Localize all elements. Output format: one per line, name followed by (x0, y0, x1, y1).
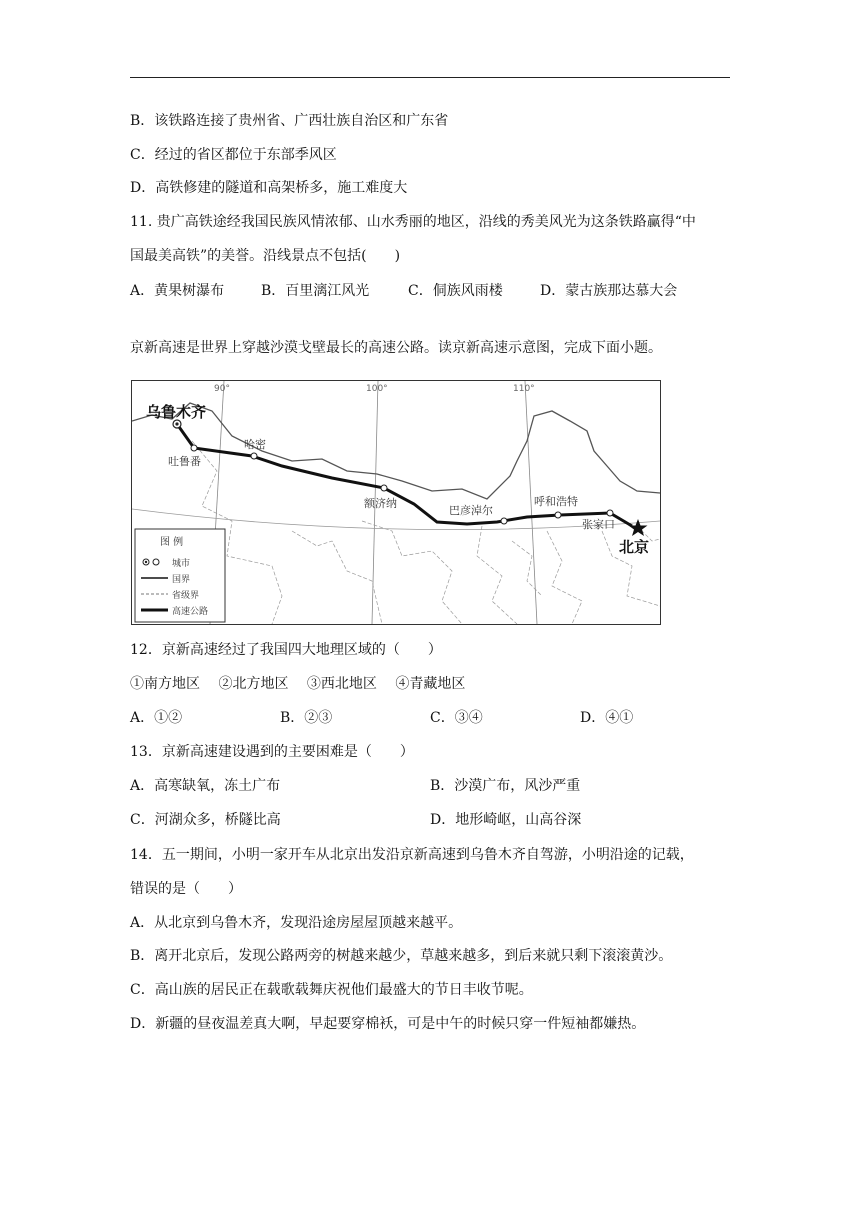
q11-stem-line1: 11. 贵广高铁途经我国民族风情浓郁、山水秀丽的地区，沿线的秀美风光为这条铁路赢得“中 (130, 214, 696, 230)
q14-option-a: A．从北京到乌鲁木齐，发现沿途房屋屋顶越来越平。 (130, 915, 463, 931)
latitude-line (132, 509, 660, 530)
q11-option-d: D．蒙古族那达慕大会 (540, 283, 678, 299)
q14-stem-line1: 14．五一期间，小明一家开车从北京出发沿京新高速到乌鲁木齐自驾游，小明沿途的记载， (130, 847, 694, 863)
map-intro: 京新高速是世界上穿越沙漠戈壁最长的高速公路。读京新高速示意图，完成下面小题。 (130, 340, 662, 356)
q12-option-b: B．②③ (280, 710, 333, 726)
city-label-hami: 哈密 (244, 438, 266, 451)
map-legend (135, 529, 225, 622)
city-marker-hohhot (555, 512, 561, 518)
header-rule (130, 77, 730, 78)
legend-title: 图 例 (160, 537, 184, 548)
city-label-turpan: 吐鲁番 (168, 455, 201, 468)
city-marker-hami (251, 453, 257, 459)
city-label-beijing: 北京 (619, 538, 650, 556)
q12-items: ①南方地区 ②北方地区 ③西北地区 ④青藏地区 (130, 676, 466, 692)
legend-city-label: 城市 (172, 559, 191, 569)
city-label-bayannur: 巴彦淖尔 (449, 504, 493, 517)
province-boundary (477, 526, 517, 624)
star-icon (629, 519, 648, 536)
q11-option-c: C．侗族风雨楼 (408, 283, 503, 299)
province-boundary (547, 531, 582, 624)
q14-stem-line2: 错误的是（ ） (130, 881, 242, 897)
q13-option-c: C．河湖众多，桥隧比高 (130, 812, 281, 828)
city-marker-zhangjiakou (607, 510, 613, 516)
city-label-hohhot: 呼和浩特 (534, 495, 578, 508)
q14-option-c: C．高山族的居民正在载歌载舞庆祝他们最盛大的节日丰收节呢。 (130, 982, 533, 998)
city-marker-turpan (191, 445, 197, 451)
q10-option-d: D．高铁修建的隧道和高架桥多，施工难度大 (130, 180, 408, 196)
highway-map (131, 380, 661, 625)
legend-highway-label: 高速公路 (172, 607, 209, 617)
q13-stem: 13．京新高速建设遇到的主要困难是（ ） (130, 744, 414, 760)
q13-option-b: B．沙漠广布，风沙严重 (430, 778, 581, 794)
province-boundary (292, 531, 382, 624)
q10-option-c: C．经过的省区都位于东部季风区 (130, 147, 337, 163)
legend-province-label: 省级界 (172, 591, 200, 601)
q12-option-d: D．④① (580, 710, 634, 726)
q14-option-d: D．新疆的昼夜温差真大啊，早起要穿棉袄，可是中午的时候只穿一件短袖都嫌热。 (130, 1016, 646, 1032)
q11-option-b: B．百里漓江风光 (261, 283, 370, 299)
q12-option-c: C．③④ (430, 710, 483, 726)
q13-option-d: D．地形崎岖，山高谷深 (430, 812, 582, 828)
q10-option-b: B．该铁路连接了贵州省、广西壮族自治区和广东省 (130, 113, 449, 129)
city-label-ejina: 额济纳 (364, 497, 397, 510)
city-label-zhangjiakou: 张家口 (582, 518, 615, 531)
q12-stem: 12．京新高速经过了我国四大地理区域的（ ） (130, 642, 442, 658)
province-boundary (362, 521, 462, 624)
q13-option-a: A．高寒缺氧，冻土广布 (130, 778, 281, 794)
q11-stem-line2: 国最美高铁”的美誉。沿线景点不包括( ) (130, 248, 401, 264)
q14-option-b: B．离开北京后，发现公路两旁的树越来越少，草越来越多，到后来就只剩下滚滚黄沙。 (130, 948, 673, 964)
lon-label-110: 110° (513, 384, 535, 394)
lon-label-90: 90° (214, 384, 230, 394)
city-label-urumqi: 乌鲁木齐 (146, 403, 207, 421)
q12-option-a: A．①② (130, 710, 183, 726)
q11-option-a: A．黄果树瀑布 (130, 283, 225, 299)
province-boundary (512, 541, 542, 596)
lon-label-100: 100° (366, 384, 388, 394)
city-marker-bayannur (501, 518, 507, 524)
legend-border-label: 国界 (172, 575, 191, 585)
city-marker-ejina (381, 485, 387, 491)
